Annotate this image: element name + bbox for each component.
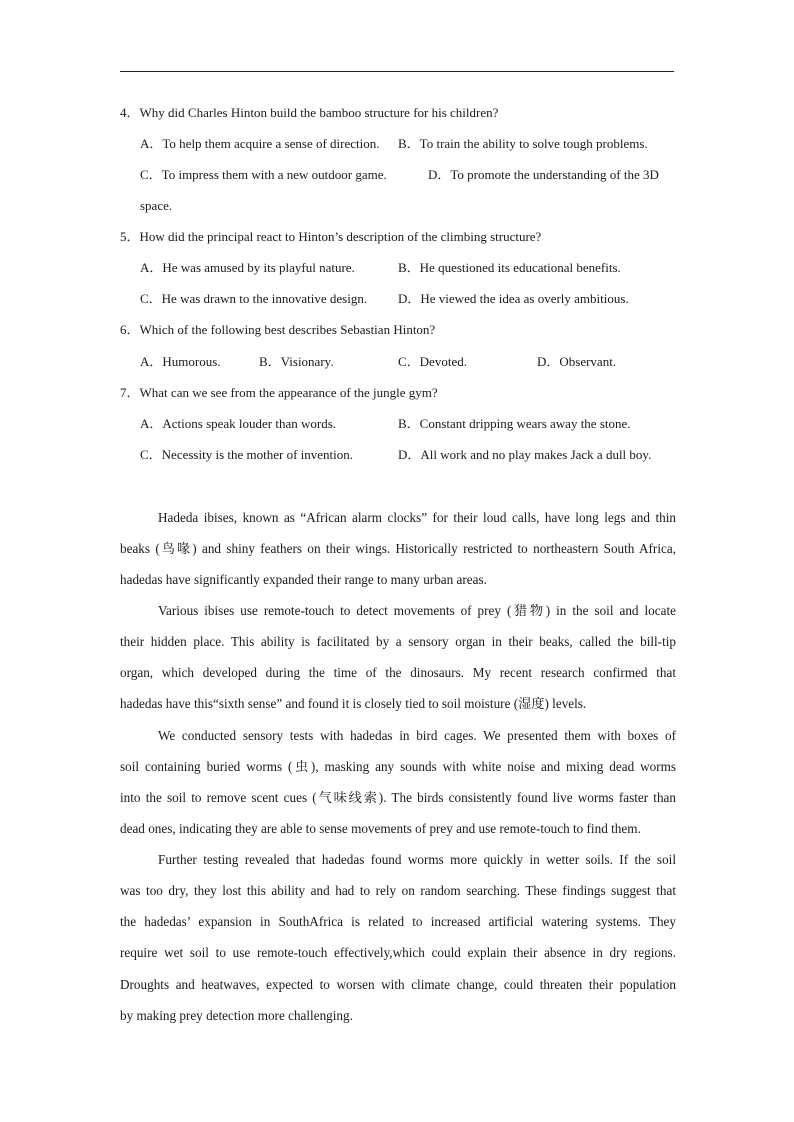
question-number: 7． <box>120 385 140 400</box>
option-5d[interactable]: D．He viewed the idea as overly ambitious. <box>398 291 629 306</box>
option-4c[interactable]: C．To impress them with a new outdoor game. <box>140 167 387 182</box>
option-6c[interactable]: C．Devoted. <box>398 354 467 369</box>
option-4d[interactable]: D．To promote the understanding of the 3D <box>428 167 659 182</box>
option-6b[interactable]: B．Visionary. <box>259 354 334 369</box>
option-4d-continued: space. <box>140 198 173 213</box>
passage-p3-line3: into the soil to remove scent cues (气味线索). The birds consistently found live worms faster than <box>120 790 676 805</box>
question-text: What can we see from the appearance of the jungle gym? <box>139 385 438 400</box>
passage-p1-line1: Hadeda ibises, known as “African alarm clocks” for their loud calls, have long legs and thin <box>158 510 676 525</box>
passage-p3-line2: soil containing buried worms (虫), masking any sounds with white noise and mixing dead worms <box>120 759 676 774</box>
option-7c[interactable]: C．Necessity is the mother of invention. <box>140 447 354 462</box>
header-rule <box>120 71 674 72</box>
option-5c[interactable]: C．He was drawn to the innovative design. <box>140 291 368 306</box>
passage-p4-line4: require wet soil to use remote-touch effectively,which could explain their absence in dry regions. <box>120 945 676 960</box>
option-5b[interactable]: B．He questioned its educational benefits. <box>398 260 621 275</box>
passage-p4-line2: was too dry, they lost this ability and had to rely on random searching. These findings suggest that <box>120 883 676 898</box>
option-5a[interactable]: A．He was amused by its playful nature. <box>140 260 355 275</box>
option-4b[interactable]: B．To train the ability to solve tough problems. <box>398 136 648 151</box>
passage-p4-line1: Further testing revealed that hadedas found worms more quickly in wetter soils. If the soil <box>158 852 676 867</box>
option-4a[interactable]: A．To help them acquire a sense of direction. <box>140 136 380 151</box>
option-6a[interactable]: A．Humorous. <box>140 354 221 369</box>
passage-p4-line5: Droughts and heatwaves, expected to worsen with climate change, could threaten their population <box>120 977 676 992</box>
option-7d[interactable]: D．All work and no play makes Jack a dull boy. <box>398 447 652 462</box>
question-6 <box>120 314 674 345</box>
passage-p3-line4: dead ones, indicating they are able to sense movements of prey and use remote-touch to find them. <box>120 821 641 836</box>
option-7b[interactable]: B．Constant dripping wears away the stone. <box>398 416 631 431</box>
question-text: Which of the following best describes Sebastian Hinton? <box>139 322 436 337</box>
option-7a[interactable]: A．Actions speak louder than words. <box>140 416 337 431</box>
passage-p1-line3: hadedas have significantly expanded their range to many urban areas. <box>120 572 487 587</box>
passage-p1-line2: beaks (鸟喙) and shiny feathers on their wings. Historically restricted to northeastern South Africa, <box>120 541 676 556</box>
passage-p2-line1: Various ibises use remote-touch to detect movements of prey (猎物) in the soil and locate <box>158 603 676 618</box>
question-number: 6． <box>120 322 140 337</box>
passage-p4-line3: the hadedas’ expansion in SouthAfrica is related to increased artificial watering systems. They <box>120 914 676 929</box>
question-text: How did the principal react to Hinton’s description of the climbing structure? <box>139 229 542 244</box>
passage-p4-line6: by making prey detection more challenging. <box>120 1008 353 1023</box>
question-number: 4． <box>120 105 140 120</box>
question-text: Why did Charles Hinton build the bamboo structure for his children? <box>139 105 499 120</box>
question-number: 5． <box>120 229 140 244</box>
question-5 <box>120 221 674 252</box>
question-7 <box>120 377 674 408</box>
passage-p2-line4: hadedas have this“sixth sense” and found it is closely tied to soil moisture (湿度) levels. <box>120 696 587 711</box>
question-4 <box>120 97 674 128</box>
passage-p2-line3: organ, which developed during the time of the dinosaurs. My recent research confirmed that <box>120 665 676 680</box>
option-6d[interactable]: D．Observant. <box>537 354 617 369</box>
passage-p3-line1: We conducted sensory tests with hadedas in bird cages. We presented them with boxes of <box>158 728 676 743</box>
passage-p2-line2: their hidden place. This ability is facilitated by a sensory organ in their beaks, called the bill-tip <box>120 634 676 649</box>
